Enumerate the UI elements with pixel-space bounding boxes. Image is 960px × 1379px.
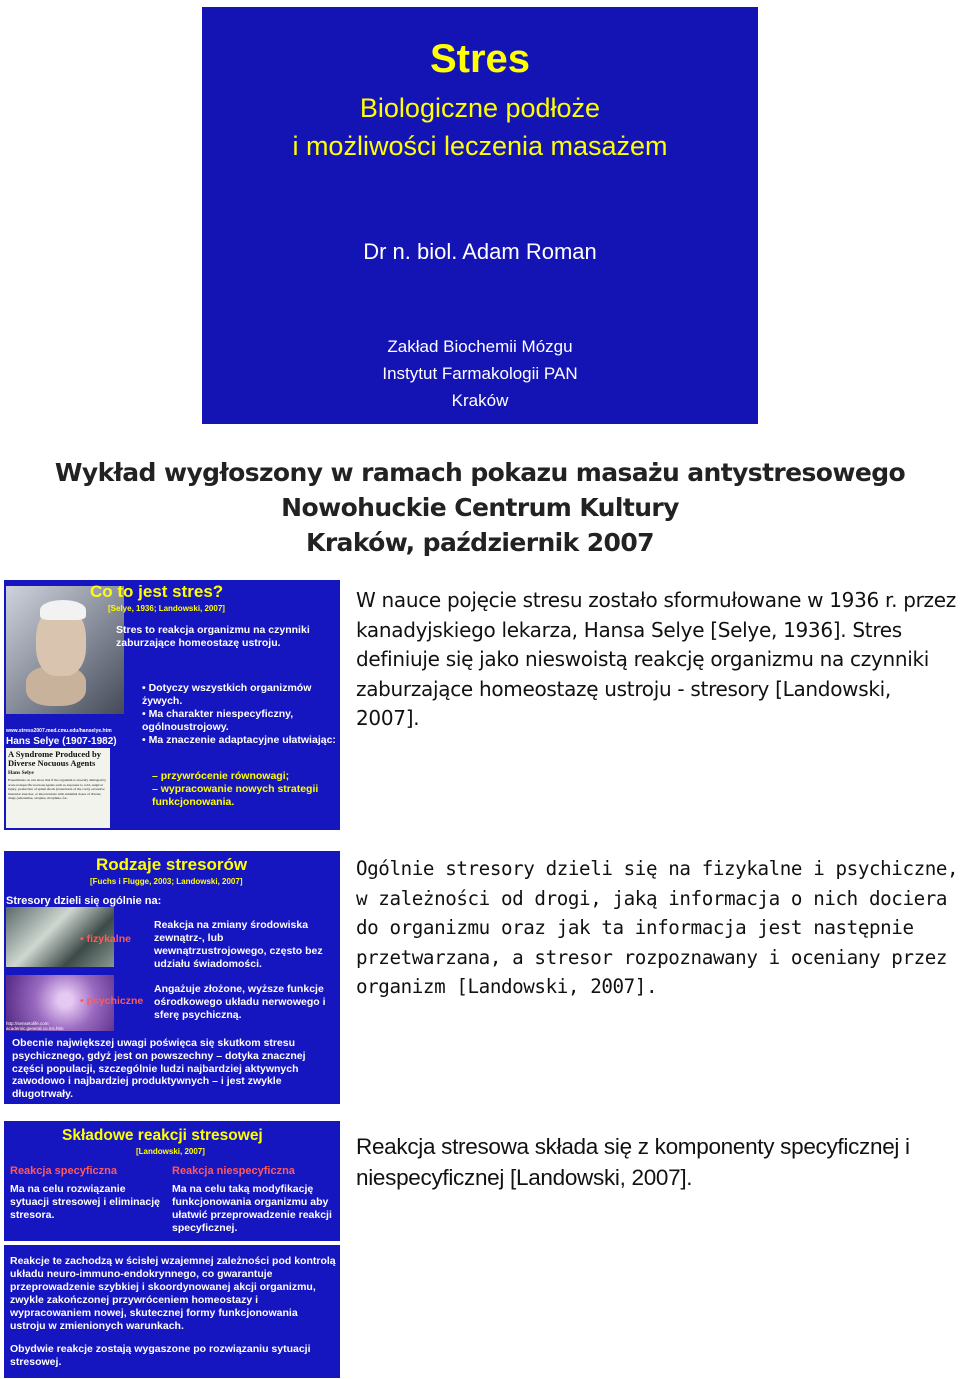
slide-footer: Obydwie reakcje zostają wygaszone po rozwiązaniu sytuacji stresowej. [10, 1343, 311, 1368]
right-heading: Reakcja niespecyficzna [172, 1165, 295, 1177]
sub-bullet-item: – wypracowanie nowych strategii funkcjonowania. [152, 783, 319, 808]
desc-physical: Reakcja na zmiany środowiska zewnątrz-, lub wewnątrzustrojowego, często bez udziału świadomości. [154, 919, 323, 970]
slide-ref: [Fuchs i Flugge, 2003; Landowski, 2007] [90, 877, 243, 886]
book-author: Hans Selye [8, 770, 34, 776]
subtitle-line: Biologiczne podłoże [359, 93, 601, 123]
bullet-list [142, 682, 338, 747]
slide-definition: Stres to reakcja organizmu na czynniki zaburzające homeostazę ustroju. [116, 624, 310, 649]
slide-title: Co to jest stres? [90, 582, 224, 601]
slide-title: Rodzaje stresorów [96, 855, 248, 874]
slide-body: Reakcje te zachodzą w ścisłej wzajemnej zależności pod kontrolą układu neuro-immuno-endokrynnego, co gwarantuje przeprowadzenie szybkiej i skoordynowanej akcji organizmu, zwykle zakończonej przywróceniem homeostazy i wypracowaniem nowej, skutecznej formy funkcjonowania ustroju w zmienionych warunkach. [10, 1255, 336, 1332]
left-text: Ma na celu rozwiązanie sytuacji stresowej i eliminację stresora. [10, 1183, 160, 1221]
slide-stress-reaction-components [4, 1121, 340, 1378]
bullet-item: • Ma znaczenie adaptacyjne ułatwiając: [142, 734, 336, 746]
title-slide [202, 7, 758, 424]
selye-photo [6, 586, 124, 714]
photo-hair [40, 600, 86, 620]
slide-intro: Stresory dzieli się ogólnie na: [6, 895, 162, 907]
right-text: Ma na celu taką modyfikację funkcjonowania organizmu aby ułatwić przeprowadzenie reakcji specyficznej. [172, 1183, 332, 1234]
paragraph-stress-reaction: Reakcja stresowa składa się z komponenty specyficznej i niespecyficznej [Landowski, 2007]. [356, 1134, 910, 1190]
slide-title: Stres [429, 37, 531, 81]
author: Dr n. biol. Adam Roman [363, 239, 597, 264]
paragraph-stress-definition: W nauce pojęcie stresu zostało sformułowane w 1936 r. przez kanadyjskiego lekarza, Hansa Selye [Selye, 1936]. Stres definiuje się jako nieswoistą reakcję organizmu na czynniki zaburzające homeostazę ustroju - stresory [Landowski, 2007]. [356, 588, 956, 730]
slide-footer: Obecnie największej uwagi poświęca się skutkom stresu psychicznego, gdyż jest on powszechny – dotyka znacznej części populacji, szczególnie ludzi najbardziej aktywnych zawodowo i najbardziej produktywnych – i jest zwykle długotrwały. [12, 1037, 306, 1101]
lecture-line: Wykład wygłoszony w ramach pokazu masażu antystresowego [54, 458, 906, 487]
label-physical: • fizykalne [80, 933, 131, 945]
photo-caption: Hans Selye (1907-1982) [6, 736, 117, 747]
label-psychic: • psychiczne [80, 995, 144, 1007]
book-excerpt [6, 748, 110, 828]
affiliation-line: Zakład Biochemii Mózgu [387, 337, 573, 356]
subtitle-line: i możliwości leczenia masażem [292, 131, 668, 161]
lecture-venue: Nowohuckie Centrum Kultury [281, 493, 679, 522]
bullet-item: • Dotyczy wszystkich organizmów żywych. [142, 682, 312, 707]
book-title: A Syndrome Produced by Diverse Nocuous Agents [8, 749, 101, 768]
slide-what-is-stress [4, 580, 340, 830]
affiliation [202, 333, 758, 414]
paragraph-stressor-types: Ogólnie stresory dzieli się na fizykalne i psychiczne, w zależności od drogi, jaką informacja o nich dociera do organizmu oraz jak ta informacja jest następnie przetwarzana, a stresor rozpoznawany i oceniany przez organizm [Landowski, 2007]. [356, 857, 959, 998]
lecture-info [0, 455, 960, 560]
slide-subtitle [202, 89, 758, 165]
desc-psychic: Angażuje złożone, wyższe funkcje ośrodkowego układu nerwowego i sferę psychiczną. [154, 983, 326, 1021]
image-source: http://sensetolife.com academic.general.co.ms.htm [6, 1021, 64, 1031]
lecture-date: Kraków, październik 2007 [306, 528, 654, 557]
sub-bullet-item: – przywrócenie równowagi; [152, 770, 290, 782]
book-text: Experiments on rats show that if the organism is severely damaged by acute nonspecific nocuous agents such as exposure to cold, surgical injury, production of spinal shock (transcision of the cord), excessive muscular exercise, or intoxications with sublethal doses of diverse drugs (adrenaline, atropine, morphine, for- [8, 778, 107, 800]
left-heading: Reakcja specyficzna [10, 1165, 118, 1177]
slide-stressor-types [4, 851, 340, 1104]
slide-divider [4, 1241, 340, 1245]
affiliation-line: Kraków [451, 391, 509, 410]
sub-bullet-list [152, 770, 338, 809]
slide-ref: [Selye, 1936; Landowski, 2007] [108, 604, 225, 613]
slide-title: Składowe reakcji stresowej [62, 1127, 263, 1144]
affiliation-line: Instytut Farmakologii PAN [382, 364, 578, 383]
slide-ref: [Landowski, 2007] [136, 1147, 205, 1156]
bullet-item: • Ma charakter niespecyficzny, ogólnoustrojowy. [142, 708, 294, 733]
photo-source: www.stress2007.med.cmu.edu/hanselye.htm [6, 728, 112, 734]
